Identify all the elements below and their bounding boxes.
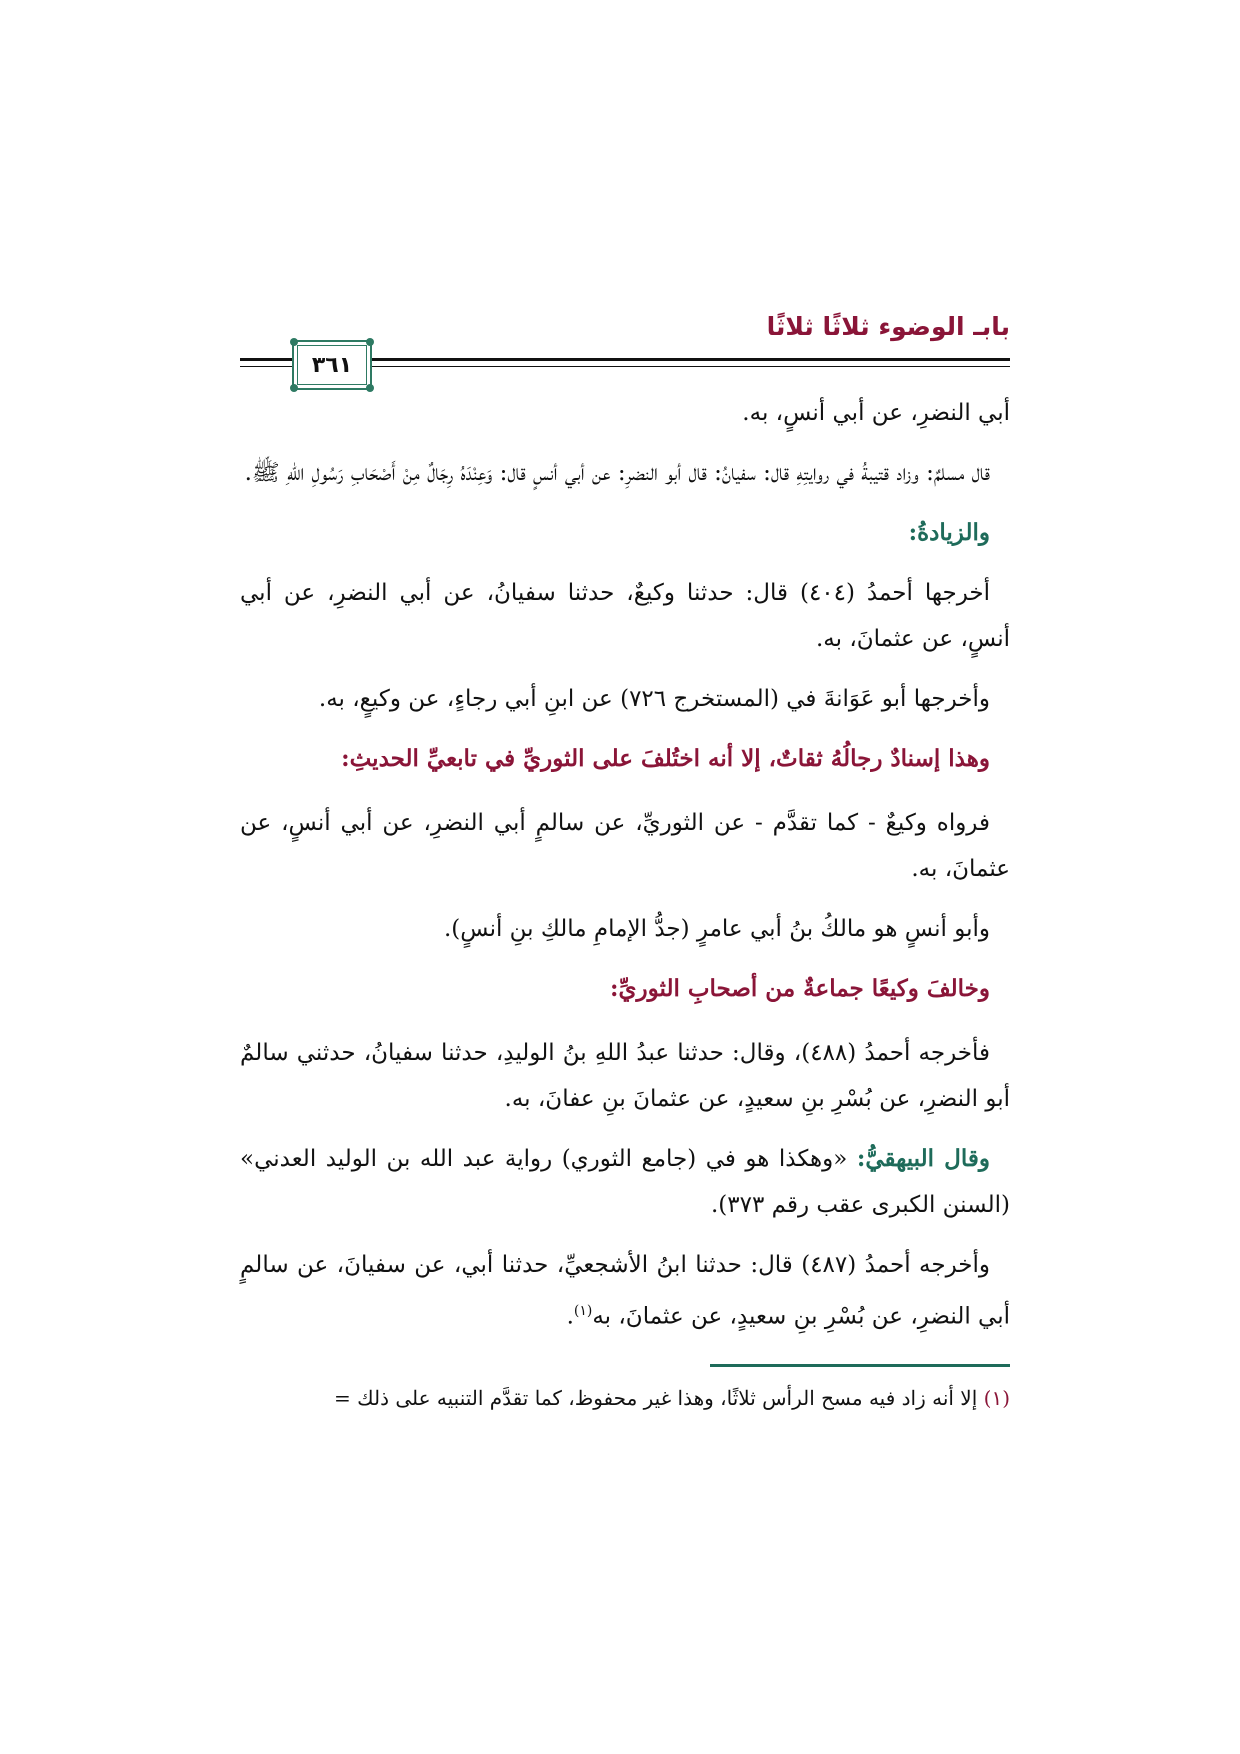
paragraph-3: أخرجها أحمدُ (٤٠٤) قال: حدثنا وكيعٌ، حدثنا سفيانُ، عن أبي النضرِ، عن أبي أنسٍ، عن عثمانَ، به.: [240, 580, 1010, 652]
page-header: [240, 300, 1010, 390]
footnote-number: (١): [983, 1385, 1010, 1410]
footnote-ref[interactable]: (١): [573, 1303, 593, 1319]
page-body: [240, 390, 1010, 1340]
ornament-dot-icon: [290, 338, 298, 346]
footnote-text: إلا أنه زاد فيه مسح الرأس ثلاثًا، وهذا غير محفوظ، كما تقدَّم التنبيه على ذلك =: [334, 1385, 984, 1410]
paragraph-5: فرواه وكيعٌ - كما تقدَّم - عن الثوريِّ، عن سالمٍ أبي النضرِ، عن أبي أنسٍ، عن عثمانَ، به.: [240, 810, 1010, 882]
footnote-divider: [710, 1364, 1010, 1367]
ornament-dot-icon: [290, 384, 298, 392]
heading-addition: والزيادةُ:: [908, 519, 990, 546]
book-page: [240, 300, 1010, 1413]
paragraph-9: [240, 1242, 1010, 1340]
page-number: ٣٦١: [311, 352, 353, 378]
chapter-title: بابـ الوضوء ثلاثًا ثلاثًا: [766, 312, 1010, 341]
paragraph-9-text: وأخرجه أحمدُ (٤٨٧) قال: حدثنا ابنُ الأشجعيِّ، حدثنا أبي، عن سفيانَ، عن سالمٍ أبي النضرِ، عن بُسْرِ بنِ سعيدٍ، عن عثمانَ، به: [240, 1252, 1010, 1330]
bayhaqi-label: وقال البيهقيُّ:: [856, 1145, 990, 1172]
footnote-1: [240, 1383, 1010, 1413]
ornament-dot-icon: [366, 338, 374, 346]
paragraph-1: أبي النضرِ، عن أبي أنسٍ، به.: [742, 400, 1010, 426]
paragraph-8: [240, 1136, 1010, 1228]
paragraph-2: قال مسلمٌ: وزاد قتيبةُ في روايتِهِ قال: سفيانُ: قال أبو النضرِ: عن أبي أنسٍ قال: وَعِنْدَهُ رِجَالٌ مِنْ أَصْحَابِ رَسُولِ اللهِ ﷺ.: [244, 460, 990, 486]
page-number-frame: [292, 340, 372, 390]
ornament-dot-icon: [366, 384, 374, 392]
heading-isnad: وهذا إسنادٌ رجالُهُ ثقاتٌ، إلا أنه اختُلفَ على الثوريِّ في تابعيِّ الحديثِ:: [341, 745, 990, 772]
paragraph-6: وأبو أنسٍ هو مالكُ بنُ أبي عامرٍ (جدُّ الإمامِ مالكِ بنِ أنسٍ).: [443, 916, 990, 942]
bayhaqi-quote: «وهكذا هو في (جامع الثوري) رواية عبد الله بن الوليد العدني» (السنن الكبرى عقب رقم ٣٧٣).: [240, 1146, 1010, 1218]
paragraph-7: فأخرجه أحمدُ (٤٨٨)، وقال: حدثنا عبدُ اللهِ بنُ الوليدِ، حدثنا سفيانُ، حدثني سالمٌ أبو النضرِ، عن بُسْرِ بنِ سعيدٍ، عن عثمانَ بنِ عفانَ، به.: [240, 1040, 1010, 1112]
heading-disagreement: وخالفَ وكيعًا جماعةٌ من أصحابِ الثوريِّ:: [610, 975, 990, 1002]
paragraph-4: وأخرجها أبو عَوَانةَ في (المستخرج ٧٢٦) عن ابنِ أبي رجاءٍ، عن وكيعٍ، به.: [318, 686, 990, 712]
paragraph-9-end: .: [566, 1303, 574, 1330]
